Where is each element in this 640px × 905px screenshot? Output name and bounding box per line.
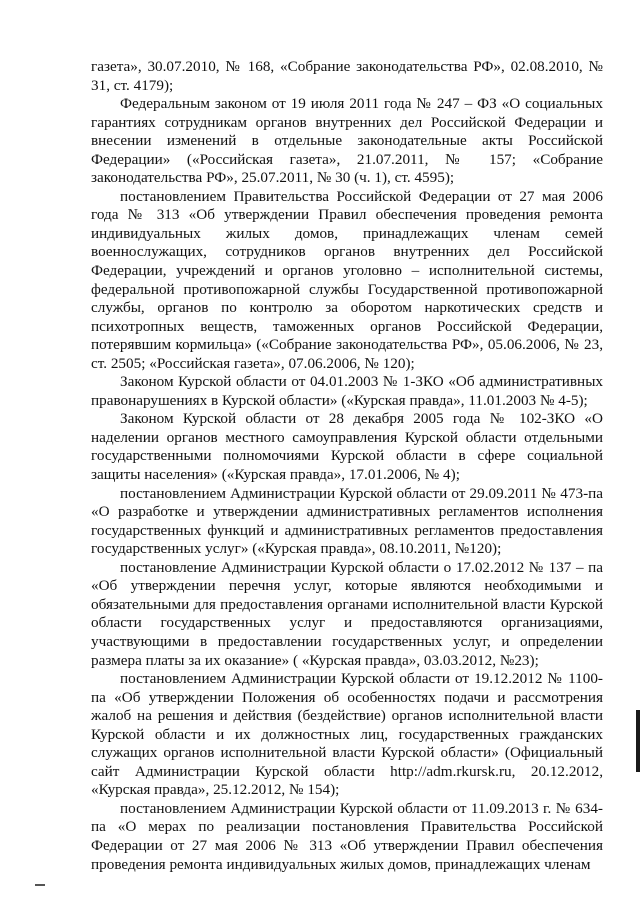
paragraph-federal-law-247: Федеральным законом от 19 июля 2011 года № 247 – ФЗ «О социальных гарантиях сотрудникам органов внутренних дел Российской Федерации и внесении изменений в отдельные законодательные акты Российской Федерации» («Российская газета», 21.07.2011, № 157; «Собрание законодательства РФ», 25.07.2011, № 30 (ч. 1), ст. 4595);	[91, 95, 603, 187]
document-body	[91, 58, 603, 874]
paragraph-continuation: газета», 30.07.2010, № 168, «Собрание законодательства РФ», 02.08.2010, № 31, ст. 4179);	[91, 58, 603, 94]
paragraph-kursk-law-102: Законом Курской области от 28 декабря 2005 года № 102-ЗКО «О наделении органов местного самоуправления Курской области отдельными государственными полномочиями Курской области в сфере социальной защиты населения» («Курская правда», 17.01.2006, № 4);	[91, 410, 603, 484]
scan-edge-mark	[636, 710, 640, 772]
scan-dash-mark	[35, 884, 45, 886]
paragraph-kursk-law-1: Законом Курской области от 04.01.2003 № 1-ЗКО «Об административных правонарушениях в Курской области» («Курская правда», 11.01.2003 № 4-5);	[91, 373, 603, 409]
paragraph-decree-1100: постановлением Администрации Курской области от 19.12.2012 № 1100-па «Об утверждении Положения об особенностях подачи и рассмотрения жалоб на решения и действия (бездействие) органов исполнительной власти Курской области и их должностных лиц, государственных гражданских служащих органов исполнительной власти Курской области» (Официальный сайт Администрации Курской области http://adm.rkursk.ru, 20.12.2012, «Курская правда», 25.12.2012, № 154);	[91, 670, 603, 799]
paragraph-decree-137: постановление Администрации Курской области о 17.02.2012 № 137 – па «Об утверждении перечня услуг, которые являются необходимыми и обязательными для предоставления органами исполнительной власти Курской области государственных услуг и предоставляются организациями, участвующими в предоставлении государственных услуг, и определении размера платы за их оказание» ( «Курская правда», 03.03.2012, №23);	[91, 558, 603, 669]
paragraph-government-decree-313: постановлением Правительства Российской Федерации от 27 мая 2006 года № 313 «Об утверждении Правил обеспечения проведения ремонта индивидуальных жилых домов, принадлежащих членам семей военнослужащих, сотрудников органов внутренних дел Российской Федерации, учреждений и органов уголовно – исполнительной системы, федеральной противопожарной службы Государственной противопожарной службы, органов по контролю за оборотом наркотических средств и психотропных веществ, таможенных органов Российской Федерации, потерявшим кормильца» («Собрание законодательства РФ», 05.06.2006, № 23, ст. 2505; «Российская газета», 07.06.2006, № 120);	[91, 187, 603, 372]
paragraph-decree-473: постановлением Администрации Курской области от 29.09.2011 № 473-па «О разработке и утверждении административных регламентов исполнения государственных функций и административных регламентов предоставления государственных услуг» («Курская правда», 08.10.2011, №120);	[91, 484, 603, 558]
paragraph-decree-634: постановлением Администрации Курской области от 11.09.2013 г. № 634-па «О мерах по реализации постановления Правительства Российской Федерации от 27 мая 2006 № 313 «Об утверждении Правил обеспечения проведения ремонта индивидуальных жилых домов, принадлежащих членам	[91, 799, 603, 873]
